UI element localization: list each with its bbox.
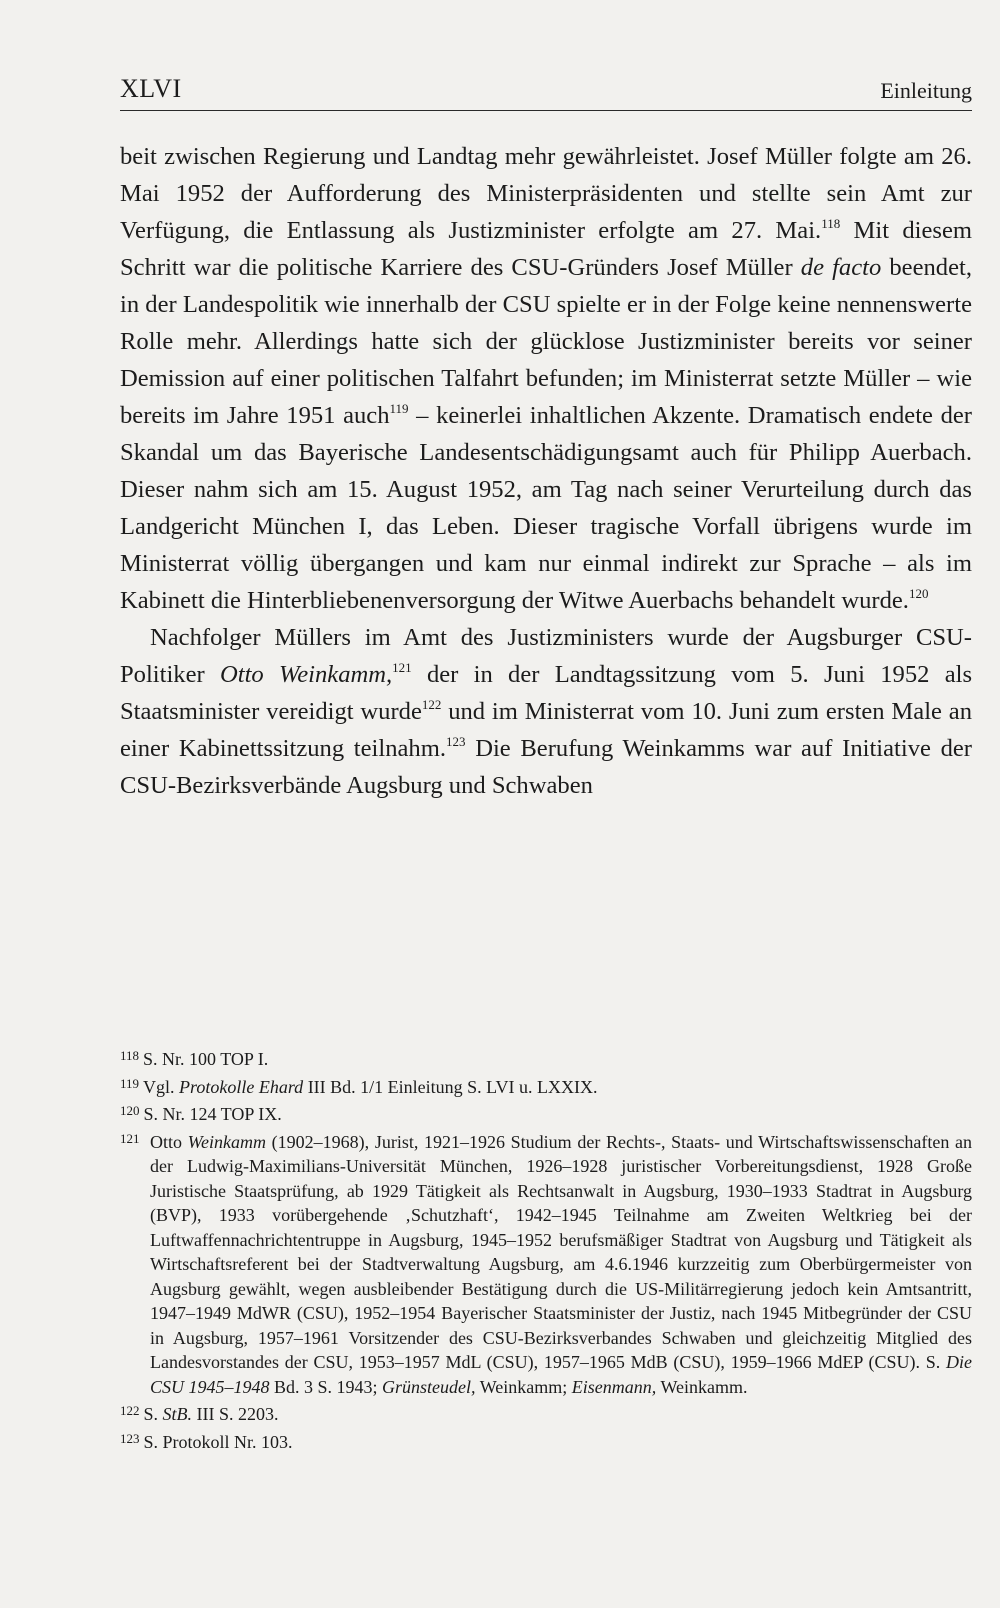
running-head xyxy=(120,74,972,111)
footnote-text: III S. 2203. xyxy=(192,1404,279,1424)
footnote-text: S. Nr. 124 TOP IX. xyxy=(143,1104,282,1124)
text-segment: beendet, in der Landespolitik wie innerhalb der CSU spielte er in der Folge keine nennenswerte Rolle mehr. Allerdings hatte sich der glücklose Justizminister bereits vor seiner Demission auf einer politischen Talfahrt befunden; im Ministerrat setzte Müller – wie bereits im Jahre 1951 auch xyxy=(120,254,972,429)
footnote-ref-119[interactable]: 119 xyxy=(389,401,409,416)
text-segment: Nachfolger Müllers im Amt des Justizministers wurde der Augsburger CSU-Politiker xyxy=(120,624,972,688)
footnote-text: S. xyxy=(143,1404,163,1424)
text-segment: und im Ministerrat vom 10. Juni zum ersten Male an einer Kabinettssitzung teilnahm. xyxy=(120,698,972,762)
paragraph-2 xyxy=(120,619,972,804)
text-segment: der in der Landtagssitzung vom 5. Juni 1952 als Staatsminister vereidigt wurde xyxy=(120,661,973,725)
footnote-text: Weinkamm; xyxy=(475,1376,572,1397)
footnote-118 xyxy=(120,1044,972,1072)
footnote-number: 123 xyxy=(120,1430,140,1446)
footnote-121 xyxy=(120,1127,972,1400)
text-segment: Mit diesem Schritt war die politische Karriere des CSU-Gründers Josef Müller xyxy=(120,217,972,281)
footnotes xyxy=(120,1044,972,1454)
paragraph-1 xyxy=(120,138,972,619)
footnote-ref-120[interactable]: 120 xyxy=(908,586,929,601)
footnote-ref-122[interactable]: 122 xyxy=(421,697,442,712)
footnote-ref-121[interactable]: 121 xyxy=(392,660,412,675)
footnote-ref-123[interactable]: 123 xyxy=(446,734,466,749)
italic-text: Protokolle Ehard xyxy=(179,1076,304,1097)
main-text xyxy=(120,138,972,804)
footnote-number: 120 xyxy=(120,1103,140,1118)
text-segment: beit zwischen Regierung und Landtag mehr gewährleistet. Josef Müller folgte am 26. Mai 1952 der Aufforderung des Ministerpräsidenten und stellte sein Amt zur Verfügung, die Entlassung als Justizminister erfolgte am 27. Mai. xyxy=(120,143,972,244)
footnote-text: Bd. 3 S. 1943; xyxy=(269,1376,383,1397)
text-segment: Die Berufung Weinkamms war auf Initiative der CSU-Bezirksverbände Augsburg und Schwaben xyxy=(120,735,972,799)
page-number: XLVI xyxy=(120,74,182,103)
footnote-number: 121 xyxy=(120,1130,140,1146)
footnote-text: S. Nr. 100 TOP I. xyxy=(143,1049,269,1069)
footnote-119 xyxy=(120,1072,972,1100)
italic-text: StB. xyxy=(162,1404,193,1424)
footnote-number: 122 xyxy=(120,1403,140,1418)
italic-text: Weinkamm xyxy=(187,1131,266,1152)
footnote-number: 119 xyxy=(120,1075,140,1091)
footnote-ref-118[interactable]: 118 xyxy=(821,216,841,231)
footnote-text: Weinkamm. xyxy=(656,1376,748,1397)
footnote-text: S. Protokoll Nr. 103. xyxy=(143,1431,293,1452)
footnote-122 xyxy=(120,1399,972,1427)
footnote-text: Vgl. xyxy=(143,1076,180,1097)
italic-text: Die CSU 1945–1948 xyxy=(150,1352,972,1397)
footnote-number: 118 xyxy=(120,1048,140,1063)
italic-text: Grünsteudel, xyxy=(382,1376,476,1397)
footnote-text: III Bd. 1/1 Einleitung S. LVI u. LXXIX. xyxy=(303,1076,598,1097)
text-segment: – keinerlei inhaltlichen Akzente. Dramatisch endete der Skandal um das Bayerische Landesentschädigungsamt auch für Philipp Auerbach. Dieser nahm sich am 15. August 1952, am Tag nach seiner Verurteilung durch das Landgericht München I, das Leben. Dieser tragische Vorfall übrigens wurde im Ministerrat völlig übergangen und kam nur einmal indirekt zur Sprache – als im Kabinett die Hinterbliebenenversorgung der Witwe Auerbachs behandelt wurde. xyxy=(120,402,972,614)
italic-text: de facto xyxy=(800,254,882,281)
section-title: Einleitung xyxy=(880,78,972,103)
footnote-123 xyxy=(120,1427,972,1455)
italic-text: Eisenmann, xyxy=(571,1376,657,1397)
footnote-120 xyxy=(120,1099,972,1127)
footnote-text: (1902–1968), Jurist, 1921–1926 Studium der Rechts-, Staats- und Wirtschaftswissenschaften an der Ludwig-Maximilians-Universität München, 1926–1928 juristischer Vorbereitungsdienst, 1928 Große Juristische Staatsprüfung, ab 1929 Tätigkeit als Rechtsanwalt in Augsburg, 1930–1933 Stadtrat in Augsburg (BVP), 1933 vorübergehende ‚Schutzhaft‘, 1942–1945 Teilnahme am Zweiten Weltkrieg bei der Luftwaffennachrichtentruppe in Augsburg, 1945–1952 berufsmäßiger Stadtrat von Augsburg und Tätigkeit als Wirtschaftsreferent bei der Stadtverwaltung Augsburg, am 4.6.1946 kurzzeitig zum Oberbürgermeister von Augsburg gewählt, wegen ausbleibender Bestätigung durch die US-Militärregierung jedoch kein Amtsantritt, 1947–1949 MdWR (CSU), 1952–1954 Bayerischer Staatsminister der Justiz, nach 1945 Mitbegründer der CSU in Augsburg, 1957–1961 Vorsitzender des CSU-Bezirksverbandes Schwaben und gleichzeitig Mitglied des Landesvorstandes der CSU, 1953–1957 MdL (CSU), 1957–1965 MdB (CSU), 1959–1966 MdEP (CSU). S. xyxy=(150,1131,972,1372)
footnote-text: Otto xyxy=(150,1131,188,1152)
italic-text: Otto Weinkamm, xyxy=(220,661,393,688)
